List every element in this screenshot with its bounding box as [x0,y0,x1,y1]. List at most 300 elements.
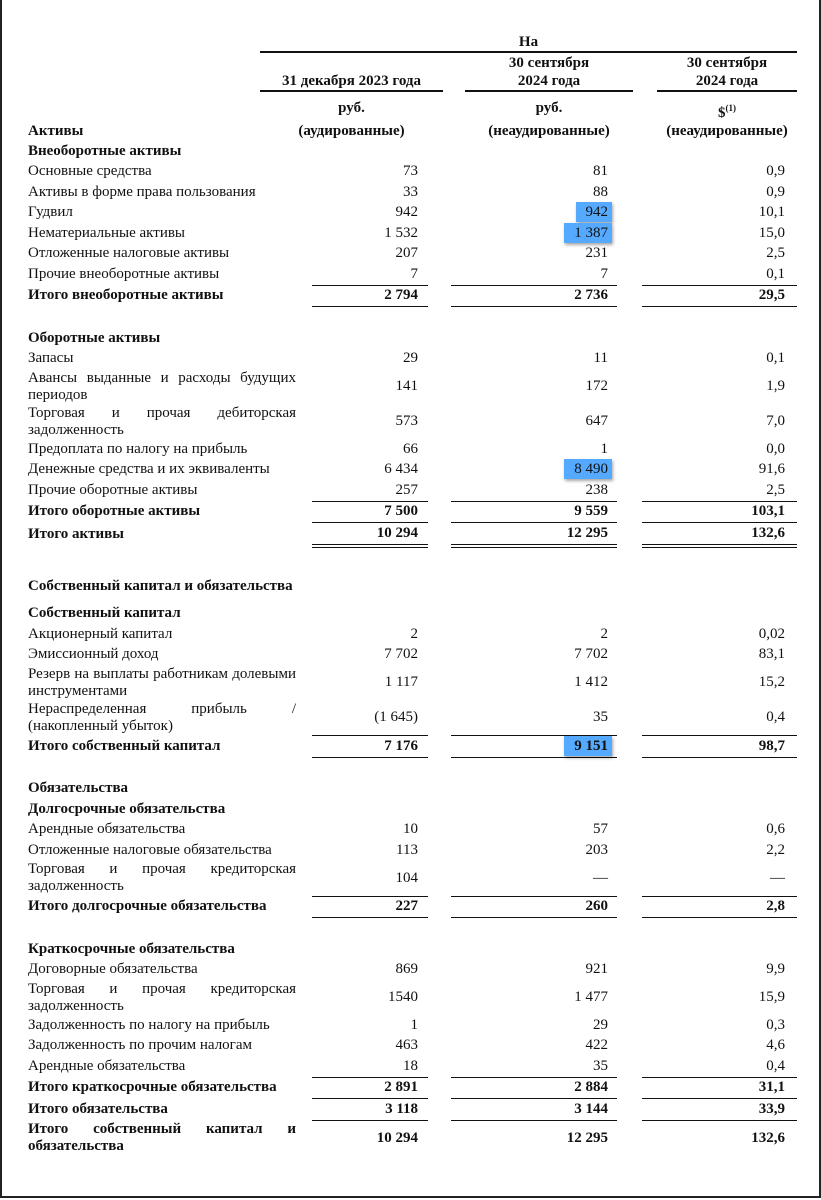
column-gap [296,349,312,370]
value-cell-col2 [451,369,617,404]
header-rule [260,51,797,53]
value: 0,1 [766,265,785,282]
value-cell-col1 [312,439,428,460]
section-header-row [28,569,797,604]
value-cell-col3 [642,1036,797,1057]
column-gap [617,460,642,481]
value: 10 [403,821,418,838]
table-row [28,223,797,244]
value-cell-col3 [642,700,797,736]
value: 2,5 [766,481,785,498]
value-cell-col2 [451,1077,617,1099]
value: 29 [403,350,418,367]
value: 15,0 [758,224,785,241]
value: 0,9 [766,183,785,200]
value-cell-col3 [642,349,797,370]
col2-date-rule [465,90,633,92]
column-gap [428,244,451,265]
value: 7 702 [574,646,608,663]
value: 2 794 [384,287,418,304]
column-gap [296,569,312,604]
column-gap [428,182,451,203]
total-row [28,736,797,758]
column-gap [428,404,451,439]
row-label: Задолженность по налогу на прибыль [28,1016,270,1033]
column-gap [428,349,451,370]
value-cell-col3 [642,1056,797,1077]
value: 1 [410,1016,418,1033]
value: 2 884 [574,1079,608,1096]
spacer [28,757,797,779]
value: 0,4 [766,709,785,725]
column-gap [428,861,451,897]
value-cell-col3 [642,1077,797,1099]
value-cell-col2 [451,404,617,439]
column-gap [617,645,642,666]
value: 7,0 [766,413,785,429]
value: 0,1 [766,350,785,367]
value-cell-col2 [451,939,617,960]
column-gap [617,1077,642,1099]
column-gap [296,700,312,736]
column-gap [617,182,642,203]
value-cell-col2 [451,264,617,285]
value-cell-col2 [451,285,617,307]
column-gap [617,1036,642,1057]
row-label: Активы в форме права пользования [28,183,256,200]
column-gap [617,203,642,224]
value-cell-col2 [451,141,617,162]
value-cell-col2 [451,328,617,349]
value-cell-col3 [642,861,797,897]
row-label: Итого краткосрочные обязательства [28,1079,277,1096]
value: 2,5 [766,245,785,262]
column-gap [296,861,312,897]
value: 12 295 [566,1129,608,1146]
value: 0,02 [758,625,785,642]
column-gap [617,162,642,183]
value-cell-col2 [451,896,617,918]
table-row [28,1036,797,1057]
col3-currency-symbol: $ [718,105,726,121]
value-cell-col3 [642,369,797,404]
table-row [28,861,797,897]
row-label: Торговая и прочая кредиторская задолженность [28,980,296,1014]
value: 4,6 [766,1037,785,1054]
value-cell-col1 [312,162,428,183]
spacer [28,546,797,569]
value-cell-col3 [642,223,797,244]
value: 73 [403,163,418,180]
value-cell-col2 [451,203,617,224]
value-cell-col2 [451,439,617,460]
column-gap [617,665,642,700]
value-cell-col3 [642,162,797,183]
value: 463 [395,1037,418,1054]
column-gap [428,820,451,841]
column-gap [617,736,642,758]
column-gap [296,939,312,960]
column-gap [296,1099,312,1121]
table-row [28,369,797,404]
value-cell-col1 [312,861,428,897]
table-row [28,960,797,981]
value-cell-col2 [451,1099,617,1121]
value-cell-col2 [451,349,617,370]
column-gap [428,896,451,918]
value: 207 [395,245,418,262]
value-cell-col1 [312,223,428,244]
value: 7 176 [384,737,418,754]
value: — [593,869,608,886]
spacer-row [28,757,797,779]
row-label: Краткосрочные обязательства [28,940,235,957]
value: 869 [395,961,418,978]
table-row [28,404,797,439]
spacer-row [28,918,797,940]
value: 3 144 [574,1100,608,1117]
value: 57 [593,821,608,838]
column-gap [617,700,642,736]
column-gap [296,896,312,918]
column-gap [428,1015,451,1036]
column-gap [296,480,312,501]
value-cell-col2 [451,645,617,666]
column-gap [296,141,312,162]
table-row [28,624,797,645]
value-cell-col2 [451,960,617,981]
column-gap [296,162,312,183]
column-gap [617,624,642,645]
column-gap [428,840,451,861]
value: 260 [585,898,608,915]
col3-status: (неаудированные) [666,123,788,139]
assets-title: Активы [28,123,84,139]
value: 257 [395,481,418,498]
spacer-row [28,546,797,569]
highlighted-value: 942 [576,202,613,222]
row-label: Долгосрочные обязательства [28,800,226,817]
value: 203 [585,841,608,858]
value: 113 [396,841,418,858]
value: 66 [403,440,418,457]
column-gap [296,460,312,481]
table-row [28,244,797,265]
column-gap [428,223,451,244]
value: 31,1 [758,1079,785,1096]
value-cell-col1 [312,1120,428,1156]
row-label: Итого собственный капитал и обязательства [28,1120,296,1154]
table-row [28,162,797,183]
column-gap [428,141,451,162]
value: 132,6 [751,1129,785,1146]
value: 2,8 [766,898,785,915]
column-gap [296,1056,312,1077]
column-gap [296,604,312,625]
grand-total-row [28,1120,797,1156]
column-gap [428,1036,451,1057]
column-gap [617,861,642,897]
value-cell-col1 [312,604,428,625]
section-header-row [28,141,797,162]
column-gap [296,736,312,758]
total-row [28,501,797,523]
value-cell-col2 [451,665,617,700]
col3-date-line1: 30 сентября [686,55,768,71]
value-cell-col1 [312,141,428,162]
value-cell-col1 [312,665,428,700]
row-label: Запасы [28,350,74,367]
value: 103,1 [751,503,785,520]
value: 2 736 [574,287,608,304]
column-gap [617,1015,642,1036]
table-row [28,480,797,501]
column-gap [617,369,642,404]
value: 1 412 [574,674,608,690]
column-gap [617,960,642,981]
row-label: Собственный капитал [28,605,181,622]
total-row [28,1099,797,1121]
table-row [28,820,797,841]
value-cell-col3 [642,460,797,481]
value-cell-col3 [642,244,797,265]
row-label: Денежные средства и их эквиваленты [28,461,270,478]
column-gap [617,404,642,439]
value: 11 [593,350,608,367]
col3-currency [657,99,797,122]
table-row [28,980,797,1015]
value: 10,1 [758,204,785,221]
column-gap [617,141,642,162]
value-cell-col1 [312,460,428,481]
column-gap [428,939,451,960]
row-label: Акционерный капитал [28,625,173,642]
col3-date-rule [657,90,797,92]
column-gap [296,523,312,546]
value-cell-col1 [312,1099,428,1121]
value-cell-col2 [451,779,617,800]
column-gap [296,182,312,203]
value-cell-col2 [451,1120,617,1156]
value: 1 [600,440,608,457]
column-gap [296,624,312,645]
table-row [28,349,797,370]
section-header-row [28,328,797,349]
column-gap [617,328,642,349]
value-cell-col3 [642,439,797,460]
column-gap [428,523,451,546]
column-gap [617,779,642,800]
table-row [28,645,797,666]
value-cell-col2 [451,624,617,645]
table-row [28,182,797,203]
value-cell-col2 [451,604,617,625]
value: 33,9 [758,1100,785,1117]
column-gap [617,569,642,604]
row-label: Итого оборотные активы [28,503,201,520]
column-gap [296,285,312,307]
value-cell-col3 [642,840,797,861]
value-cell-col3 [642,285,797,307]
column-gap [617,799,642,820]
column-gap [617,523,642,546]
column-gap [428,604,451,625]
spacer-row [28,307,797,329]
grand-total-row [28,523,797,546]
value-cell-col1 [312,820,428,841]
column-gap [296,779,312,800]
table-row [28,203,797,224]
value: 7 [600,265,608,282]
value-cell-col3 [642,960,797,981]
value-cell-col1 [312,779,428,800]
row-label: Резерв на выплаты работникам долевыми инструментами [28,665,296,699]
column-gap [428,645,451,666]
value-cell-col1 [312,736,428,758]
column-gap [296,1036,312,1057]
value-cell-col1 [312,369,428,404]
value-cell-col1 [312,840,428,861]
column-gap [296,980,312,1015]
row-label: Прочие внеоборотные активы [28,266,220,282]
row-label: Итого собственный капитал [28,737,221,754]
spacer [28,918,797,940]
value: 29 [593,1016,608,1033]
column-gap [428,980,451,1015]
value: 9,9 [766,961,785,978]
column-gap [617,349,642,370]
column-gap [617,1099,642,1121]
value-cell-col2 [451,700,617,736]
header-as-of: На [518,34,539,50]
row-label: Авансы выданные и расходы будущих периодов [28,369,296,403]
column-gap [428,162,451,183]
col1-date: 31 декабря 2023 года [282,73,421,89]
row-label: Итого обязательства [28,1100,168,1117]
column-gap [296,264,312,285]
value-cell-col1 [312,480,428,501]
value-cell-col2 [451,1015,617,1036]
value-cell-col3 [642,523,797,546]
column-gap [428,624,451,645]
value-cell-col1 [312,980,428,1015]
value-cell-col3 [642,203,797,224]
section-header-row [28,779,797,800]
column-gap [617,896,642,918]
value: 29,5 [758,287,785,304]
value: 88 [593,183,608,200]
row-label: Отложенные налоговые обязательства [28,841,272,858]
column-gap [428,569,451,604]
value-cell-col3 [642,1120,797,1156]
value-cell-col2 [451,820,617,841]
value-cell-col2 [451,569,617,604]
col2-date-line2: 2024 года [517,73,581,89]
column-gap [617,840,642,861]
value-cell-col3 [642,820,797,841]
total-row [28,896,797,918]
row-label: Нематериальные активы [28,224,186,241]
value: 0,6 [766,821,785,838]
column-gap [296,328,312,349]
col2-status: (неаудированные) [488,123,610,139]
value: 1 477 [574,989,608,1005]
value-cell-col3 [642,604,797,625]
column-gap [617,820,642,841]
value-cell-col1 [312,349,428,370]
table-row [28,840,797,861]
value-cell-col3 [642,980,797,1015]
row-label: Отложенные налоговые активы [28,245,230,262]
column-gap [428,439,451,460]
column-gap [428,1056,451,1077]
column-gap [617,264,642,285]
value-cell-col3 [642,1015,797,1036]
column-gap [428,799,451,820]
value-cell-col1 [312,523,428,546]
row-label: Нераспределенная прибыль / (накопленный убыток) [28,700,296,734]
value: 83,1 [758,646,785,663]
column-gap [428,264,451,285]
spacer [28,307,797,329]
row-label: Обязательства [28,780,129,797]
value: 3 118 [385,1100,418,1117]
value: 238 [585,481,608,498]
value-cell-col3 [642,569,797,604]
column-gap [296,244,312,265]
column-gap [428,960,451,981]
value-cell-col3 [642,501,797,523]
value-cell-col2 [451,501,617,523]
row-label: Оборотные активы [28,329,161,346]
value-cell-col1 [312,264,428,285]
value-cell-col2 [451,1056,617,1077]
value: 0,3 [766,1016,785,1033]
column-gap [617,939,642,960]
column-gap [296,1077,312,1099]
value-cell-col2 [451,480,617,501]
table-row [28,665,797,700]
value-cell-col1 [312,1077,428,1099]
column-gap [617,604,642,625]
row-label: Предоплата по налогу на прибыль [28,440,248,457]
column-gap [617,439,642,460]
value: 0,4 [766,1057,785,1074]
column-gap [296,1015,312,1036]
column-gap [428,665,451,700]
value: 104 [395,869,418,886]
column-gap [428,203,451,224]
column-gap [428,369,451,404]
value-cell-col1 [312,1036,428,1057]
value-cell-col1 [312,328,428,349]
column-gap [428,1077,451,1099]
value: 91,6 [758,461,785,478]
value: 422 [585,1037,608,1054]
column-gap [428,1120,451,1156]
value: 10 294 [376,1129,418,1146]
row-label: Итого долгосрочные обязательства [28,898,267,915]
value-cell-col3 [642,141,797,162]
value-cell-col1 [312,501,428,523]
value-cell-col3 [642,736,797,758]
value-cell-col2 [451,223,617,244]
col3-footnote-ref[interactable]: (1) [725,103,736,113]
total-row [28,1077,797,1099]
column-gap [296,840,312,861]
section-header-row [28,939,797,960]
value: 12 295 [566,524,608,541]
